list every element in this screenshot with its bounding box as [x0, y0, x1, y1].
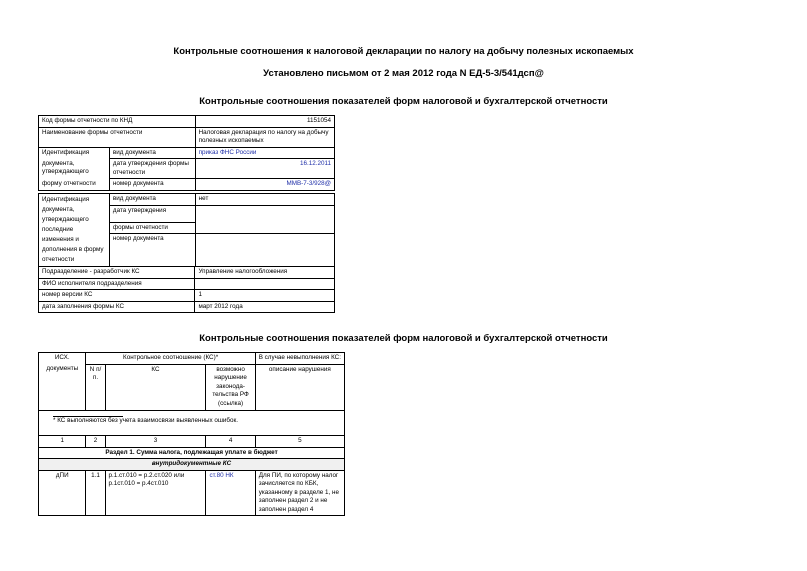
fill-date-value: март 2012 года — [195, 301, 335, 313]
ident-label: Идентификация — [39, 147, 110, 159]
table-row — [39, 127, 335, 147]
ident2-line: утверждающего — [42, 216, 89, 224]
header-fail-group: В случае невыполнения КС: — [255, 353, 344, 365]
changes-identification-table — [38, 193, 335, 267]
table-row — [39, 364, 345, 411]
header-num: N п/п. — [86, 364, 105, 411]
table-row — [39, 290, 335, 302]
doc-type-label: вид документа — [109, 147, 195, 159]
table-row — [39, 447, 345, 459]
doc-num2-value — [195, 234, 334, 267]
table-row — [39, 301, 335, 313]
ident2-line: документа, — [42, 206, 75, 214]
table-row — [39, 353, 345, 365]
table-row — [39, 147, 335, 159]
knd-value: 1151054 — [195, 116, 334, 128]
ident-line: документа, — [42, 159, 75, 167]
version-label: номер версии КС — [39, 290, 195, 302]
row-doc: дПИ — [39, 470, 86, 516]
table-row — [39, 470, 345, 516]
fio-label: ФИО исполнителя подразделения — [39, 278, 195, 290]
approve-date-value: 16.12.2011 — [195, 159, 334, 179]
footnote-cell — [39, 411, 345, 436]
doc-num2-label: номер документа — [109, 234, 195, 267]
doc-type-value: приказ ФНС России — [195, 147, 334, 159]
col-number: 2 — [86, 436, 105, 448]
dept-value: Управление налогообложения — [195, 267, 335, 279]
row-num: 1.1 — [86, 470, 105, 516]
row-ks: р.1.ст.010 = р.2.ст.020 или р.1ст.010 = р.4ст.010 — [105, 470, 206, 516]
table-row — [39, 411, 345, 436]
approve-date-label: дата утверждения формы отчетности — [109, 159, 195, 179]
ident-line: утверждающего — [42, 168, 89, 175]
fio-value — [195, 278, 335, 290]
header-isx: ИСХ. — [39, 353, 86, 365]
fill-date-label: дата заполнения формы КС — [39, 301, 195, 313]
version-value: 1 — [195, 290, 335, 302]
table-row — [39, 194, 335, 206]
dept-label: Подразделение - разработчик КС — [39, 267, 195, 279]
section-heading-1: Контрольные соотношения показателей форм налоговой и бухгалтерской отчетности — [199, 96, 608, 107]
row-desc: Для ПИ, по которому налог зачисляется по КБК, указанному в разделе 1, не заполнен раздел 2 и не заполнен раздел 4 — [255, 470, 344, 516]
ident2-line: Идентификация — [42, 196, 90, 203]
table-row — [39, 159, 335, 179]
ident-label — [39, 159, 110, 179]
ident-label: форму отчетности — [39, 179, 110, 191]
approve-date2-label: дата утверждения — [109, 205, 195, 222]
document-title: Контрольные соотношения к налоговой декларации по налогу на добычу полезных ископаемых — [173, 46, 634, 57]
col-number: 4 — [206, 436, 255, 448]
header-desc: описание нарушения — [255, 364, 344, 411]
form-name-label: Наименование формы отчетности — [39, 127, 196, 147]
form-name-value: Налоговая декларация по налогу на добычу полезных ископаемых — [195, 127, 334, 147]
header-isx-docs: документы — [39, 364, 86, 411]
subsection-row: внутридокументные КС — [39, 459, 345, 471]
table-row — [39, 278, 335, 290]
doc-type2-label: вид документа — [109, 194, 195, 206]
table-row — [39, 116, 335, 128]
control-relations-table — [38, 352, 345, 516]
ident2-line: последние изменения и дополнения в форму отчетности — [42, 226, 104, 264]
table-row — [39, 267, 335, 279]
form-identification-table — [38, 115, 335, 191]
header-law: возможно нарушение законода-тельства РФ (ссылка) — [206, 364, 255, 411]
ident2-label — [39, 194, 110, 267]
footnote: * КС выполняются без учета взаимосвязи выявленных ошибок. — [53, 417, 239, 424]
row-law: ст.80 НК — [206, 470, 255, 516]
col-number: 3 — [105, 436, 206, 448]
header-ks: КС — [105, 364, 206, 411]
table-row — [39, 179, 335, 191]
col-number: 1 — [39, 436, 86, 448]
approve-date2-value — [195, 205, 334, 234]
col-number: 5 — [255, 436, 344, 448]
table-row — [39, 436, 345, 448]
developer-info-table — [38, 266, 335, 313]
header-ks-group: Контрольное соотношение (КС)* — [86, 353, 255, 365]
section-row: Раздел 1. Сумма налога, подлежащая уплате в бюджет — [39, 447, 345, 459]
section-heading-2: Контрольные соотношения показателей форм налоговой и бухгалтерской отчетности — [199, 333, 608, 344]
doc-num-value: ММВ-7-3/928@ — [195, 179, 334, 191]
table-row — [39, 459, 345, 471]
doc-type2-value: нет — [195, 194, 334, 206]
approve-date2-label: формы отчетности — [109, 222, 195, 234]
doc-num-label: номер документа — [109, 179, 195, 191]
knd-label: Код формы отчетности по КНД — [39, 116, 196, 128]
document-subtitle: Установлено письмом от 2 мая 2012 года N ЕД-5-3/541дсп@ — [263, 68, 544, 79]
